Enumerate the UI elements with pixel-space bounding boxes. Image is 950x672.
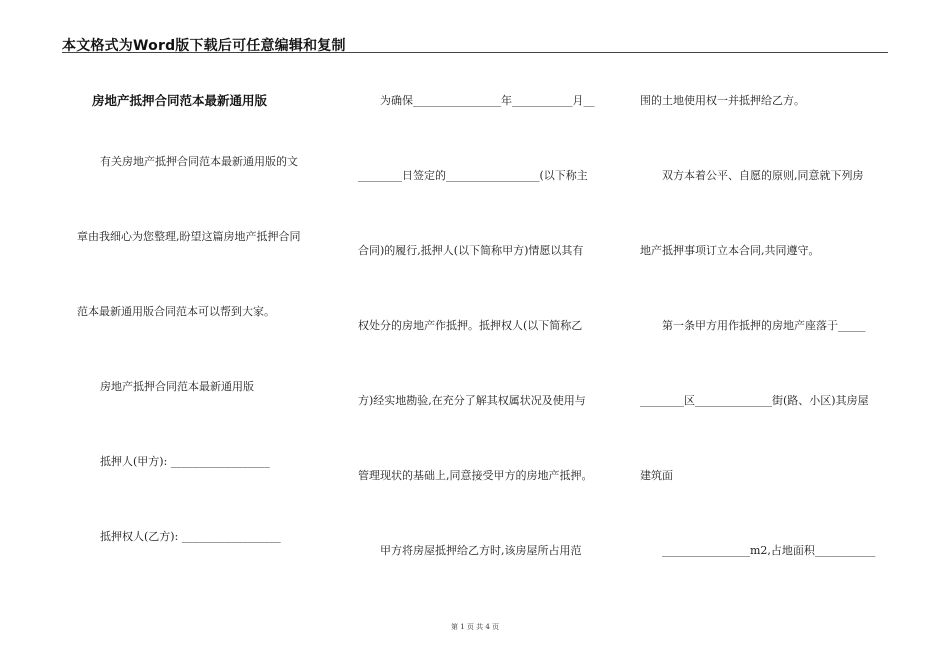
paragraph-line: 权处分的房地产作抵押。抵押权人(以下简称乙: [358, 319, 583, 332]
paragraph-line: 章由我细心为您整理,盼望这篇房地产抵押合同: [77, 230, 301, 243]
paragraph-line: 方)经实地勘验,在充分了解其权属状况及使用与: [358, 394, 586, 407]
page-header: 本文格式为Word版下载后可任意编辑和复制: [62, 38, 346, 54]
paragraph-line: 有关房地产抵押合同范本最新通用版的文: [100, 155, 298, 168]
paragraph-line: 范本最新通用版合同范本可以帮到大家。: [77, 305, 275, 318]
paragraph-line: 甲方将房屋抵押给乙方时,该房屋所占用范: [380, 544, 582, 557]
mortgagee-field: 抵押权人(乙方): __________________: [100, 530, 281, 543]
paragraph-line: 建筑面: [640, 469, 673, 482]
mortgagor-field: 抵押人(甲方): __________________: [100, 455, 270, 468]
paragraph-line: 地产抵押事项订立本合同,共同遵守。: [640, 244, 820, 257]
paragraph-line: ________日签定的_________________(以下称主: [358, 169, 588, 182]
paragraph-line: 为确保________________年___________月__: [380, 94, 595, 107]
page-number: 第 1 页 共 4 页: [450, 623, 500, 631]
paragraph-line: 管理现状的基础上,同意接受甲方的房地产抵押。: [358, 469, 593, 482]
paragraph-line: 第一条甲方用作抵押的房地产座落于_____: [662, 319, 866, 332]
paragraph-line: 双方本着公平、自愿的原则,同意就下列房: [662, 169, 864, 182]
header-divider: [62, 52, 888, 53]
paragraph-line: ________________m2,占地面积___________: [662, 544, 876, 557]
document-title: 房地产抵押合同范本最新通用版: [92, 93, 268, 108]
paragraph-line: 合同)的履行,抵押人(以下简称甲方)情愿以其有: [358, 244, 584, 257]
paragraph-line: 围的土地使用权一并抵押给乙方。: [640, 94, 805, 107]
subtitle-line: 房地产抵押合同范本最新通用版: [100, 380, 254, 393]
paragraph-line: ________区______________街(路、小区)其房屋: [640, 394, 869, 407]
